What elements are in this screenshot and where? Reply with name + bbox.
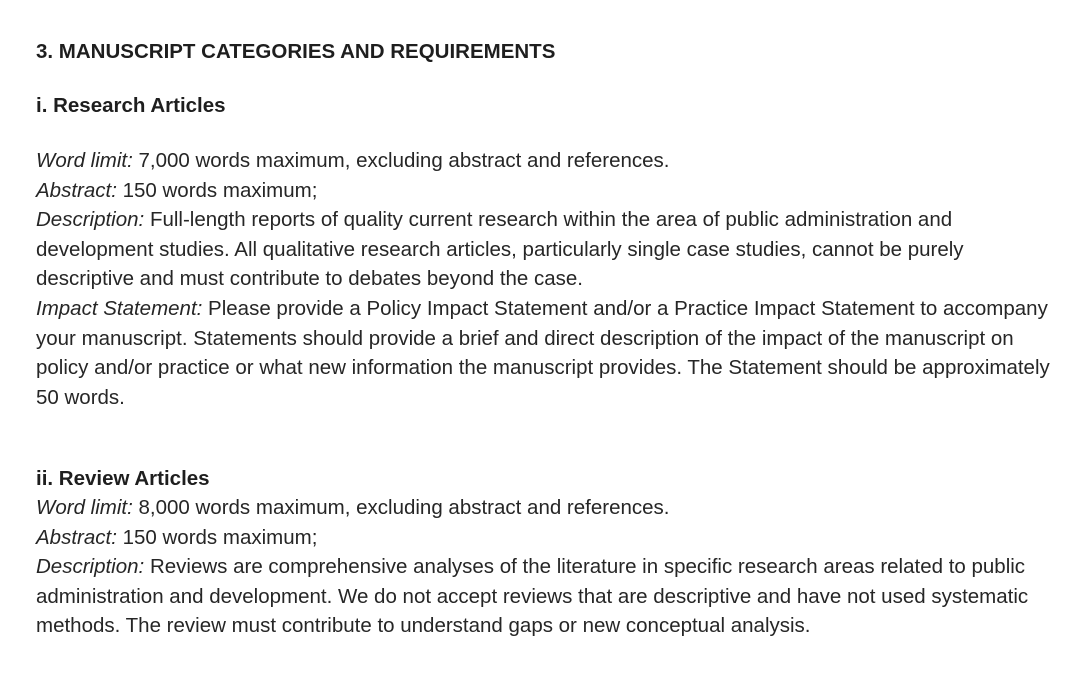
review-description-value: Reviews are comprehensive analyses of the literature in specific research areas related to public administration and development. We do not accept reviews that are descriptive and have not used systematic methods. The review must contribute to understand gaps or new conceptual analysis. [36,555,1029,638]
research-description [36,205,1066,294]
review-word-limit-value: 8,000 words maximum, excluding abstract and references. [132,496,670,519]
section-title: 3. MANUSCRIPT CATEGORIES AND REQUIREMENTS [36,40,556,63]
research-abstract-label: Abstract: [36,178,117,202]
research-description-value: Full-length reports of quality current research within the area of public administration and development studies. All qualitative research articles, particularly single case studies, cannot be purely descriptive and must contribute to debates beyond the case. [36,208,964,291]
research-abstract-value: 150 words maximum; [116,178,318,202]
research-abstract [36,176,1066,206]
review-description-label: Description: [36,555,145,579]
research-articles-fields [36,146,1066,412]
research-articles-heading: i. Research Articles [36,94,226,117]
research-impact-statement [36,294,1066,412]
review-articles-fields [36,493,1066,641]
research-articles-section [36,93,1066,412]
research-word-limit [36,146,1066,176]
research-word-limit-value: 7,000 words maximum, excluding abstract and references. [132,149,670,172]
review-word-limit-label: Word limit: [36,496,133,519]
review-word-limit [36,493,1066,523]
review-abstract-value: 150 words maximum; [116,525,318,549]
research-word-limit-label: Word limit: [36,149,133,172]
review-articles-section [36,466,1066,641]
review-description [36,552,1066,641]
research-impact-statement-label: Impact Statement: [36,296,203,320]
research-description-label: Description: [36,208,145,232]
review-abstract [36,523,1066,553]
review-abstract-label: Abstract: [36,525,117,549]
research-impact-statement-value: Please provide a Policy Impact Statement and/or a Practice Impact Statement to accompany your manuscript. Statements should provide a brief and direct description of the impact of the manuscript on policy and/or practice or what new information the manuscript provides. The Statement should be approximately 50 words. [36,296,1050,409]
review-articles-heading: ii. Review Articles [36,467,210,490]
